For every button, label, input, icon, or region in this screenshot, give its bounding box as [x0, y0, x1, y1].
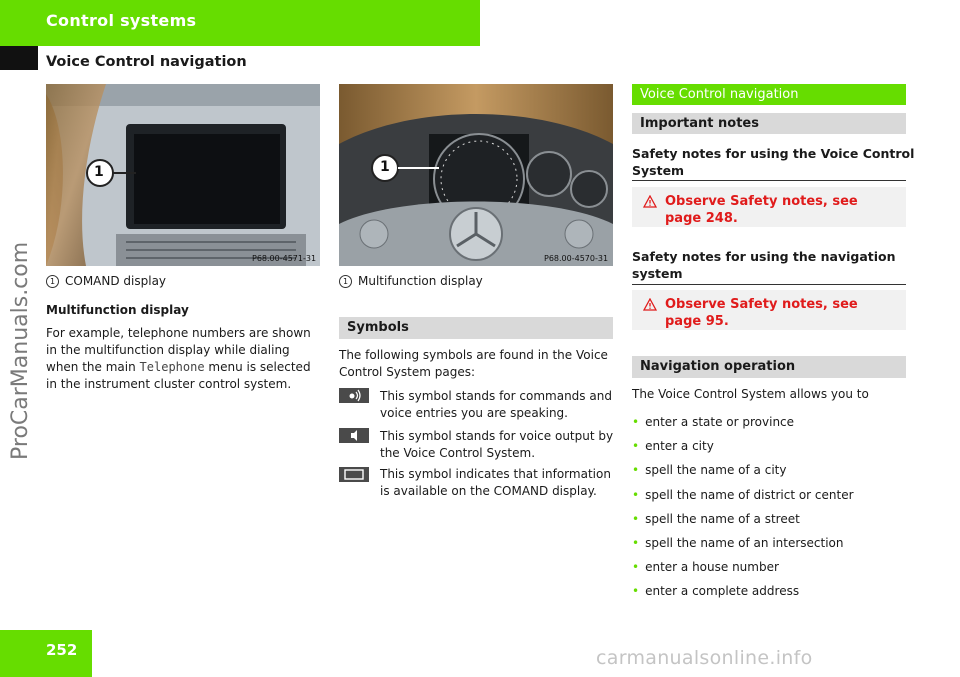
bullet-dot: •	[632, 560, 640, 575]
instrument-cluster-photo	[339, 84, 613, 266]
divider	[632, 180, 906, 181]
list-item	[632, 507, 854, 531]
para-text: menu is selected	[208, 360, 311, 374]
list-item-text: spell the name of an intersection	[645, 536, 844, 551]
warning-glyph	[643, 298, 657, 311]
section-tab-marker	[0, 46, 38, 70]
safety-voice-control-heading	[632, 145, 914, 179]
bottom-watermark: carmanualsonline.info	[596, 647, 813, 669]
list-item-text: spell the name of a city	[645, 463, 787, 478]
list-item	[632, 579, 854, 603]
symbol-desc-line: This symbol stands for voice output by	[380, 429, 614, 443]
list-item	[632, 410, 854, 434]
voice-control-navigation-heading: Voice Control navigation	[632, 84, 906, 105]
symbol-desc-line: voice entries you are speaking.	[380, 406, 568, 420]
navigation-intro: The Voice Control System allows you to	[632, 387, 869, 401]
navigation-bullet-list	[632, 410, 854, 604]
safety-navigation-heading	[632, 248, 896, 282]
symbol-desc-display	[380, 466, 615, 500]
list-item	[632, 531, 854, 555]
dashboard-illustration	[46, 84, 320, 266]
caption-text: COMAND display	[65, 274, 167, 288]
page-subtitle: Voice Control navigation	[46, 54, 247, 70]
para-line: in the multifunction display while dialing	[46, 343, 290, 357]
warning-page-link[interactable]: page 248.	[665, 211, 738, 226]
bullet-dot: •	[632, 487, 640, 502]
bullet-dot: •	[632, 584, 640, 599]
heading-line: System	[632, 163, 685, 178]
list-item	[632, 483, 854, 507]
warning-triangle-icon	[643, 296, 657, 315]
warning-triangle-icon	[643, 193, 657, 212]
caption-number: 1	[339, 275, 352, 288]
bullet-dot: •	[632, 463, 640, 478]
warning-text-1	[665, 193, 858, 227]
voice-input-icon	[339, 388, 369, 403]
display-icon	[339, 467, 369, 482]
para-text: when the main	[46, 360, 136, 374]
photo-caption	[339, 273, 483, 290]
steering-wheel-illustration	[339, 84, 613, 266]
caption-text: Multifunction display	[358, 274, 483, 288]
callout-1: 1	[94, 164, 104, 180]
symbol-desc-line: is available on the COMAND display.	[380, 484, 597, 498]
symbols-heading: Symbols	[339, 317, 613, 339]
list-item	[632, 434, 854, 458]
list-item-text: enter a complete address	[645, 584, 800, 599]
warning-glyph	[643, 195, 657, 208]
list-item	[632, 458, 854, 482]
para-line	[46, 359, 326, 376]
symbol-desc-line: This symbol stands for commands and	[380, 389, 612, 403]
section-title: Control systems	[46, 11, 197, 30]
list-item	[632, 555, 854, 579]
caption-number: 1	[46, 275, 59, 288]
bullet-dot: •	[632, 415, 640, 429]
heading-line: Safety notes for using the navigation	[632, 249, 896, 264]
side-watermark: ProCarManuals.com	[8, 241, 33, 460]
callout-1: 1	[380, 159, 390, 175]
divider	[632, 284, 906, 285]
photo-caption	[46, 273, 166, 290]
important-notes-heading: Important notes	[632, 113, 906, 134]
warning-text-2	[665, 296, 858, 330]
list-item-text: enter a house number	[645, 560, 779, 575]
bullet-dot: •	[632, 511, 640, 526]
navigation-operation-heading: Navigation operation	[632, 356, 906, 378]
list-item-text: enter a city	[645, 439, 714, 454]
display-glyph	[339, 467, 369, 482]
speaker-output-icon	[339, 428, 369, 443]
warning-line: Observe Safety notes, see	[665, 297, 858, 312]
page-number: 252	[46, 641, 78, 659]
bullet-dot: •	[632, 536, 640, 551]
bullet-dot: •	[632, 439, 640, 454]
para-line: For example, telephone numbers are shown	[46, 326, 311, 340]
symbol-desc-voice	[380, 388, 615, 422]
list-item-text: enter a state or province	[645, 415, 795, 429]
multifunction-paragraph	[46, 325, 326, 393]
intro-line: The following symbols are found in the Voice	[339, 348, 608, 362]
heading-line: system	[632, 266, 683, 281]
telephone-menu-name: Telephone	[139, 360, 205, 374]
symbol-desc-line: This symbol indicates that information	[380, 467, 611, 481]
image-code: P68.00-4571-31	[252, 254, 317, 263]
image-code: P68.00-4570-31	[544, 254, 609, 263]
multifunction-heading: Multifunction display	[46, 303, 189, 317]
list-item-text: spell the name of a street	[645, 511, 800, 526]
heading-line: Safety notes for using the Voice Control	[632, 146, 915, 161]
symbol-desc-line: the Voice Control System.	[380, 446, 536, 460]
warning-page-link[interactable]: page 95.	[665, 314, 729, 329]
speaker-glyph	[339, 428, 369, 443]
para-line: in the instrument cluster control system.	[46, 377, 292, 391]
voice-input-glyph	[339, 388, 369, 403]
symbol-desc-speaker	[380, 428, 615, 462]
comand-display-photo	[46, 84, 320, 266]
list-item-text: spell the name of district or center	[645, 487, 854, 502]
warning-line: Observe Safety notes, see	[665, 194, 858, 209]
symbols-intro	[339, 347, 608, 381]
intro-line: Control System pages:	[339, 365, 476, 379]
